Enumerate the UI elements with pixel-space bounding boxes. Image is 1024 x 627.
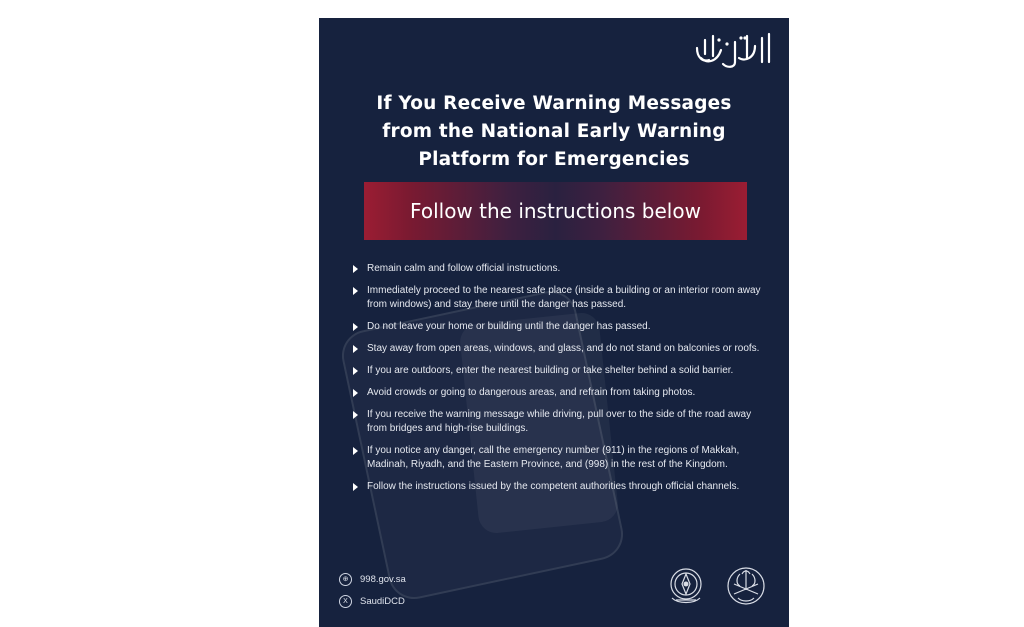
title-line: If You Receive Warning Messages: [376, 93, 732, 114]
list-item: [353, 364, 763, 378]
triangle-bullet-icon: [353, 447, 358, 455]
list-item: [353, 262, 763, 276]
triangle-bullet-icon: [353, 345, 358, 353]
triangle-bullet-icon: [353, 411, 358, 419]
warning-poster: [319, 18, 789, 627]
instructions-banner: [364, 182, 747, 240]
list-item: [353, 444, 763, 472]
website-text[interactable]: 998.gov.sa: [360, 574, 406, 585]
triangle-bullet-icon: [353, 483, 358, 491]
triangle-bullet-icon: [353, 265, 358, 273]
list-item-text: Avoid crowds or going to dangerous areas, and refrain from taking photos.: [367, 387, 696, 398]
social-link[interactable]: [339, 595, 405, 608]
triangle-bullet-icon: [353, 287, 358, 295]
list-item: [353, 320, 763, 334]
calligraphy-logo-icon: [691, 28, 775, 74]
saudi-emblem-icon: [724, 564, 768, 608]
poster-title: [319, 90, 789, 174]
list-item-text: Follow the instructions issued by the competent authorities through official channels.: [367, 481, 740, 492]
triangle-bullet-icon: [353, 389, 358, 397]
list-item: [353, 408, 763, 436]
list-item-text: Stay away from open areas, windows, and glass, and do not stand on balconies or roofs.: [367, 343, 760, 354]
x-logo-icon: X: [339, 595, 352, 608]
instructions-list: [353, 262, 763, 502]
triangle-bullet-icon: [353, 323, 358, 331]
list-item-text: If you are outdoors, enter the nearest building or take shelter behind a solid barrier.: [367, 365, 734, 376]
triangle-bullet-icon: [353, 367, 358, 375]
website-link[interactable]: [339, 573, 406, 586]
list-item-text: Immediately proceed to the nearest safe place (inside a building or an interior room away from windows) and stay there until the danger has passed.: [367, 285, 761, 310]
list-item-text: If you notice any danger, call the emergency number (911) in the regions of Makkah, Madinah, Riyadh, and the Eastern Province, and (998) in the rest of the Kingdom.: [367, 445, 740, 470]
al-wiqaya-aman-logo: [691, 28, 775, 74]
list-item-text: If you receive the warning message while driving, pull over to the side of the road away from bridges and high-rise buildings.: [367, 409, 752, 434]
list-item: [353, 284, 763, 312]
list-item: [353, 480, 763, 494]
list-item-text: Do not leave your home or building until the danger has passed.: [367, 321, 651, 332]
banner-text: Follow the instructions below: [410, 199, 701, 223]
civil-defense-emblem-icon: [664, 564, 708, 608]
list-item-text: Remain calm and follow official instructions.: [367, 263, 561, 274]
title-line: from the National Early Warning: [382, 121, 726, 142]
list-item: [353, 342, 763, 356]
globe-icon: ⊕: [339, 573, 352, 586]
social-handle-text[interactable]: SaudiDCD: [360, 596, 405, 607]
list-item: [353, 386, 763, 400]
title-line: Platform for Emergencies: [418, 149, 690, 170]
